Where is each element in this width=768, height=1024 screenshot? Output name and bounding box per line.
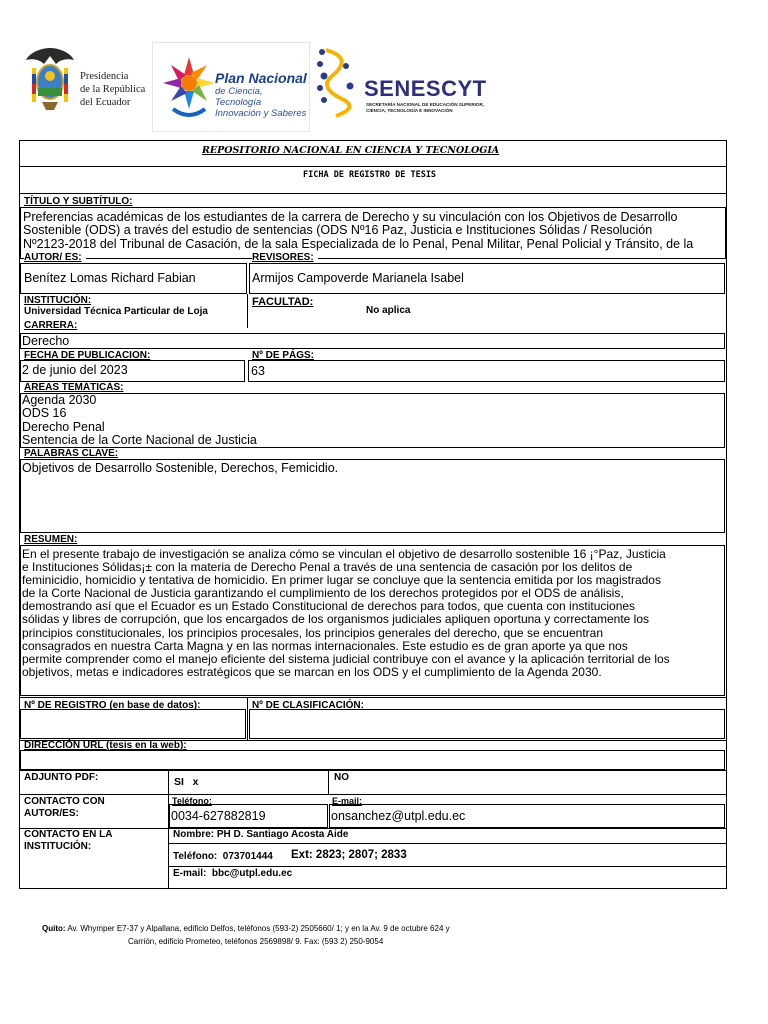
revisores-value: Armijos Campoverde Marianela Isabel (252, 271, 464, 285)
fecha-label: FECHA DE PUBLICACION: (24, 350, 151, 361)
areas-label: ÁREAS TEMÁTICAS: (24, 382, 124, 393)
paginas-field[interactable] (248, 360, 725, 382)
clasificacion-label: Nº DE CLASIFICACIÓN: (252, 700, 364, 711)
adjunto-si[interactable]: SI x (174, 776, 199, 788)
telefono-autor-value: 0034-627882819 (171, 809, 266, 823)
clasificacion-field[interactable] (249, 709, 725, 739)
footer-address-line1: Quito: Av. Whymper E7-37 y Alpallana, edificio Delfos, teléfonos (593-2) 2505660/ 1; y en la Av. 9 de octubre 624 y (42, 924, 450, 933)
logo-plan-nacional (152, 42, 310, 132)
ecuador-coat-of-arms-icon (24, 44, 76, 114)
logo-presidencia (18, 38, 146, 126)
fecha-value: 2 de junio del 2023 (22, 363, 128, 377)
institucion-value: Universidad Técnica Particular de Loja (24, 306, 208, 317)
area-item: Derecho Penal (22, 419, 105, 434)
palabras-value: Objetivos de Desarrollo Sostenible, Derechos, Femicidio. (22, 461, 339, 475)
form-subtitle: FICHA DE REGISTRO DE TESIS (303, 170, 437, 180)
email-autor-label: E-mail: (332, 796, 363, 806)
footer-address-line2: Carrión, edificio Prometeo, teléfonos 2569898/ 9. Fax: (593 2) 250-9054 (128, 937, 384, 946)
logo-senescyt (312, 40, 508, 120)
areas-value (22, 394, 722, 447)
email-autor-value: onsanchez@utpl.edu.ec (331, 809, 466, 823)
revisores-label: REVISORES: (252, 252, 318, 264)
titulo-label: TÍTULO Y SUBTÍTULO: (24, 196, 133, 207)
resumen-value: En el presente trabajo de investigación se analiza cómo se vinculan el objetivo de desarrollo sostenible 16 ¡°Paz, Justicia e Instituciones Sólidas¡± con la materia de Derecho Penal a través de una sentencia de casación por los delitos de feminicidio, homicidio y tentativa de homicidio. En primer lugar se concluye que la sentencia emitida por los magistrados de la Corte Nacional de Justicia garantizando el cumplimiento de los derechos protegidos por el ODS de análisis, demostrando así que el Ecuador es un Estado Constitucional de derechos para todos, que cuenta con instituciones sólidas y libres de corrupción, que los encargados de los organismos judiciales apliquen oportuna y correctamente los principios constitucionales, los principios procesales, los principios generales del derecho, que se encuentran consagrados en nuestra Carta Magna y en las normas internacionales. Este estudio es de gran aporte ya que nos permite comprender como el manejo eficiente del sistema judicial contribuye con el avance y la aplicación territorial de los objetivos, metas e indicadores estratégicos que se marcan en los ODS y el cumplimiento de la Agenda 2030. (22, 547, 670, 679)
palabras-label: PALABRAS CLAVE: (24, 448, 119, 459)
titulo-value: Preferencias académicas de los estudiantes de la carrera de Derecho y su vinculación con los Objetivos de Desarrollo Sostenible (ODS) a través del estudio de sentencias (ODS Nº16 Paz, Justicia e Instituciones Sólidas / Resolución Nº2123-2018 del Tribunal de Casación, de la sala Especializada de lo Penal, Penal Militar, Penal Policial y Tránsito, de la (23, 211, 694, 251)
senescyt-title: SENESCYT (364, 76, 487, 101)
carrera-label: CARRERA: (24, 320, 81, 332)
telefono-autor-label: Teléfono: (172, 796, 212, 806)
senescyt-dots-icon (314, 42, 362, 118)
contacto-inst-ext: Ext: 2823; 2807; 2833 (291, 849, 407, 861)
institucion-label: INSTITUCIÓN: (24, 295, 92, 306)
facultad-value: No aplica (366, 305, 411, 316)
contacto-inst-email: E-mail: bbc@utpl.edu.ec (173, 868, 293, 879)
registro-label: Nº DE REGISTRO (en base de datos): (24, 700, 201, 711)
presidencia-text: Presidencia de la República del Ecuador (80, 71, 146, 108)
carrera-field[interactable] (20, 333, 725, 349)
contacto-inst-label: CONTACTO EN LA INSTITUCIÓN: (24, 829, 113, 852)
autor-value: Benítez Lomas Richard Fabian (24, 271, 196, 285)
carrera-value: Derecho (22, 334, 70, 348)
resumen-label: RESUMEN: (24, 534, 78, 545)
area-item: Sentencia de la Corte Nacional de Justicia (22, 432, 257, 447)
url-label: DIRECCIÓN URL (tesis en la web): (24, 740, 187, 751)
senescyt-subtitle: SECRETARÍA NACIONAL DE EDUCACIÓN SUPERIOR, CIENCIA, TECNOLOGÍA E INNOVACIÓN (366, 102, 485, 113)
adjunto-no[interactable]: NO (334, 772, 349, 783)
registro-field[interactable] (20, 709, 246, 739)
area-item: Agenda 2030 (22, 394, 97, 407)
paginas-label: Nº DE PÁGS: (252, 350, 314, 361)
area-item: ODS 16 (22, 406, 67, 421)
url-field[interactable] (20, 750, 725, 770)
sun-flower-icon (159, 51, 219, 121)
contacto-inst-nombre: Nombre: PH D. Santiago Acosta Aide (173, 829, 349, 840)
contacto-inst-telefono: Teléfono: 073701444 (173, 851, 273, 862)
contacto-autor-label: CONTACTO CON AUTOR/ES: (24, 796, 105, 819)
plan-nacional-text: Plan Nacional de Ciencia, Tecnología Innovación y Saberes (215, 70, 307, 119)
autor-label: AUTOR/ ES: (24, 252, 86, 264)
adjunto-label: ADJUNTO PDF: (24, 772, 99, 783)
paginas-value: 63 (251, 364, 265, 378)
form-title: REPOSITORIO NACIONAL EN CIENCIA Y TECNOLOGIA (202, 145, 500, 156)
facultad-label: FACULTAD: (252, 296, 314, 308)
